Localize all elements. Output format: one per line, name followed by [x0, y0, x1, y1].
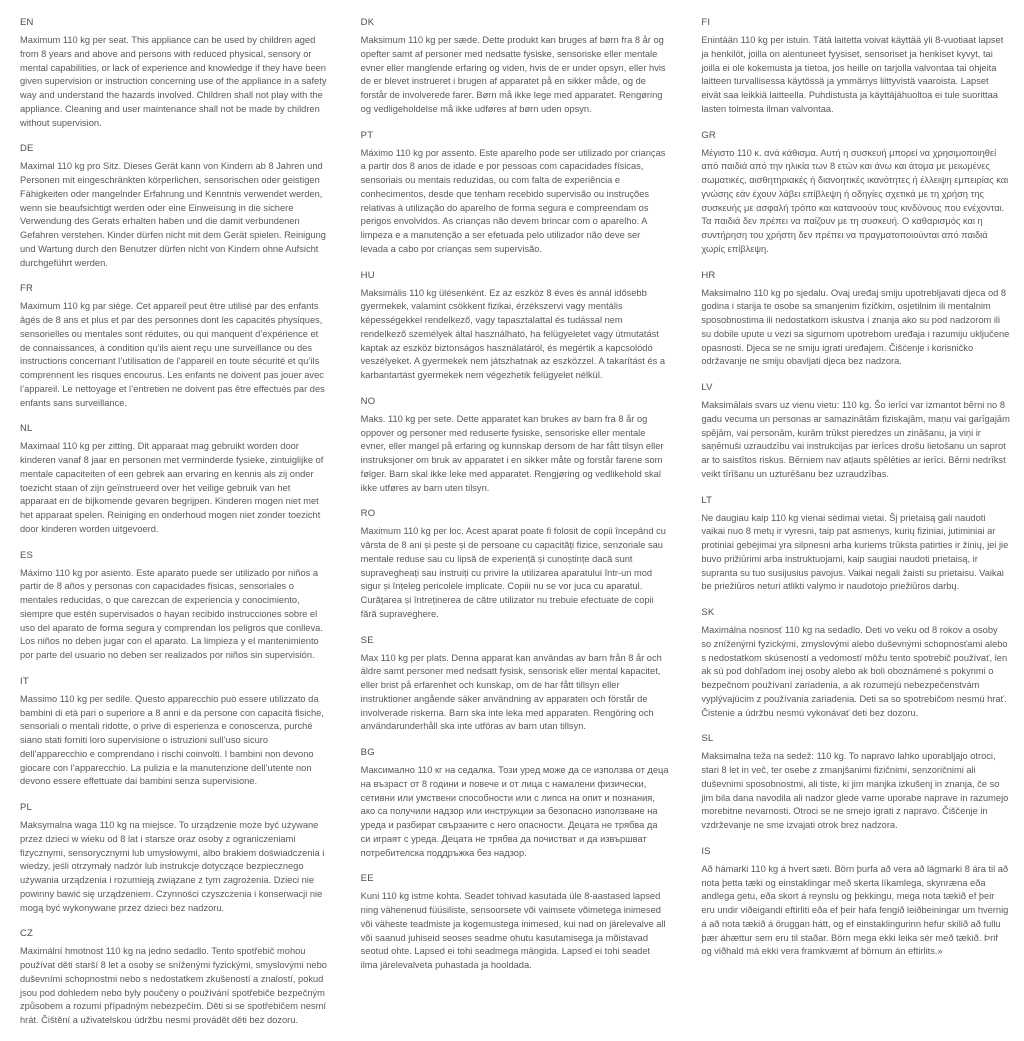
language-label-hr: HR	[701, 269, 716, 281]
language-label-gr: GR	[701, 129, 716, 141]
section-se	[361, 635, 670, 735]
section-gr	[701, 130, 1010, 257]
safety-text-hr: Maksimalno 110 kg po sjedalu. Ovaj uređaj smiju upotrebljavati djeca od 8 godina i starija te osobe sa smanjenim fizičkim, osjetilnim ili mentalnim sposobnostima ili nedostatkom iskustva i znanja ako su pod nadzorom ili su dobile upute u vezi sa sigurnom upotrebom uređaja i razumiju uključene opasnosti. Djeca se ne smiju igrati uređajem. Čišćenje i korisničko održavanje ne smiju obavljati djeca bez nadzora.	[701, 287, 1010, 367]
safety-text-hu: Maksimális 110 kg ülésenként. Ez az eszköz 8 éves és annál idősebb gyermekek, valamint csökkent fizikai, érzékszervi vagy mentális képességekkel rendelkező, vagy tapasztalattal és tudással nem rendelkező személyek által használható, ha felügyeletet vagy útmutatást kaptak az eszköz biztonságos használatáról, és megértik a kapcsolódó veszélyeket. A gyermekek nem játszhatnak az eszközzel. A takarítást és a karbantartást gyermekek nem végezhetik felügyelet nélkül.	[360, 287, 666, 380]
language-label-it: IT	[20, 675, 29, 687]
safety-text-sl: Maksimalna teža na sedež: 110 kg. To napravo lahko uporabljajo otroci, stari 8 let in več, ter osebe z zmanjšanimi fizičnimi, senzoričnimi ali duševnimi sposobnostmi, ali tiste, ki jim manjka izkušenj in znanja, če so jim bila dana navodila ali nadzor glede varne uporabe naprave in razumejo morebitne nevarnosti. Otroci se ne smejo igrati z napravo. Čiščenje in vzdrževanje ne sme izvajati otrok brez nadzora.	[701, 751, 1009, 830]
section-sl	[701, 733, 1010, 833]
safety-text-no: Maks. 110 kg per sete. Dette apparatet kan brukes av barn fra 8 år og oppover og personer med reduserte fysiske, sensoriske eller mentale evner, eller mangel på erfaring og kunnskap dersom de har fått tilsyn eller instruksjoner om bruk av apparatet i en sikker måte og forstår farene som følger. Barn skal ikke leke med apparatet. Rengjøring og vedlikehold skal ikke utføres av barn uten tilsyn.	[360, 413, 664, 493]
safety-text-it: Massimo 110 kg per sedile. Questo apparecchio può essere utilizzato da bambini di età pari o superiore a 8 anni e da persone con capacità fisiche, sensoriali o mentali ridotte, o prive di esperienza e conoscenza, purché siano stati forniti loro supervisione o istruzioni sull’uso sicuro dell’apparecchio e comprendano i rischi coinvolti. I bambini non devono giocare con l’apparecchio. La pulizia e la manutenzione dell’utente non devono essere effettuate dai bambini senza supervisione.	[20, 693, 324, 787]
safety-text-ro: Maximum 110 kg per loc. Acest aparat poate fi folosit de copii începând cu vârsta de 8 ani și peste și de persoane cu capacități fizice, senzoriale sau mentale reduse sau cu lipsă de experiență și cunoștințe dacă sunt supravegheați sau instruiți cu privire la utilizarea aparatului într-un mod sigur și înțeleg pericolele implicate. Copiii nu se vor juca cu aparatul. Curățarea și întreținerea de către utilizator nu trebuie efectuate de copii fără supraveghere.	[360, 526, 666, 619]
section-es	[20, 550, 329, 663]
language-label-cz: CZ	[20, 928, 34, 940]
section-en	[20, 17, 329, 130]
language-label-ro: RO	[360, 508, 376, 520]
section-is	[701, 846, 1010, 959]
safety-text-cz: Maximální hmotnost 110 kg na jedno sedadlo. Tento spotřebič mohou používat děti starší 8 let a osoby se sníženými fyzickými, smyslovými nebo duševními schopnostmi nebo s nedostatkem zkušeností a znalostí, pokud jsou pod dohledem nebo byly poučeny o používání spotřebiče bezpečným způsobem a rozumí případným nebezpečím. Děti si se spotřebičem nesmí hrát. Čištění a uživatelskou údržbu nesmí provádět děti bez dozoru.	[20, 946, 327, 1025]
section-dk	[361, 17, 670, 117]
safety-text-gr: Μέγιστο 110 κ. ανά κάθισμα. Αυτή η συσκευή μπορεί να χρησιμοποιηθεί από παιδιά από την ηλικία των 8 ετών και άνω και άτομα με μειωμένες σωματικές, αισθητηριακές ή διανοητικές ικανότητες ή έλλειψη εμπειρίας και γνώσης εάν έχουν λάβει επίβλεψη ή οδηγίες σχετικά με τη χρήση της συσκευής με ασφαλή τρόπο και κατανοούν τους κινδύνους που ενέχονται. Τα παιδιά δεν πρέπει να παίζουν με τη συσκευή. Ο καθαρισμός και η συντήρηση του χρήστη δεν πρέπει να πραγματοποιούνται από παιδιά χωρίς επίβλεψη.	[701, 147, 1009, 254]
section-hu	[361, 270, 670, 383]
safety-text-ee: Kuni 110 kg istme kohta. Seadet tohivad kasutada üle 8-aastased lapsed ning vähenenud füüsiliste, sensoorsete või vaimsete võimetega inimesed või väheste teadmiste ja kogemustega inimesed, kui nad on järelevalve all või saanud juhiseid seoses seadme ohutu kasutamisega ja mõistavad seotud ohte. Lapsed ei tohi seadmega mängida. Lapsed ei tohi seadet ilma järelevalveta puhastada ja hooldada.	[360, 891, 666, 970]
language-label-de: DE	[20, 143, 34, 155]
language-label-hu: HU	[360, 269, 375, 281]
safety-text-pl: Maksymalna waga 110 kg na miejsce. To urządzenie może być używane przez dzieci w wieku od 8 lat i starsze oraz osoby z ograniczeniami fizycznymi, sensorycznymi lub umysłowymi, albo brakiem doświadczenia i wiedzy, jeśli otrzymały nadzór lub instrukcje dotyczące bezpiecznego używania urządzenia i rozumieją związane z tym zagrożenia. Dzieci nie powinny bawić się urządzeniem. Czynności czyszczenia i konserwacji nie mogą być wykonywane przez dzieci bez nadzoru.	[20, 820, 325, 913]
section-pl	[20, 802, 329, 915]
section-hr	[701, 270, 1010, 370]
language-label-fi: FI	[701, 17, 711, 28]
language-label-nl: NL	[20, 423, 33, 435]
section-pt	[361, 130, 670, 257]
safety-text-lt: Ne daugiau kaip 110 kg vienai sėdimai vietai. Šį prietaisą gali naudoti vaikai nuo 8 metų ir vyresni, taip pat asmenys, kurių fiziniai, jutiminiai ar protiniai gebėjimai yra silpnesni arba kuriems trūksta patirties ir žinių, jei jie buvo prižiūrimi arba instruktuojami, kaip saugiai naudoti prietaisą, ir supranta su tuo susijusius pavojus. Vaikai negali žaisti su prietaisu. Vaikai be priežiūros neturi atlikti valymo ir naudotojo priežiūros darbų.	[701, 512, 1009, 592]
language-label-se: SE	[360, 634, 374, 646]
section-bg	[361, 747, 670, 860]
section-nl	[20, 423, 329, 536]
language-label-fr: FR	[20, 283, 34, 295]
language-label-en: EN	[20, 17, 34, 28]
section-lt	[701, 495, 1010, 595]
safety-text-es: Máximo 110 kg por asiento. Este aparato puede ser utilizado por niños a partir de 8 años y personas con capacidades físicas, sensoriales o mentales reducidas, o que carezcan de experiencia y conocimiento, siempre que estén supervisados o hayan recibido instrucciones sobre el uso del aparato de forma segura y comprendan los peligros que conlleva. Los niños no deben jugar con el aparato. La limpieza y el mantenimiento por parte del usuario no deben ser realizados por niños sin supervisión.	[20, 567, 323, 660]
safety-text-is: Að hámarki 110 kg á hvert sæti. Börn þurfa að vera að lágmarki 8 ára til að nota þetta tæki og einstaklingar með skerta líkamlega, skynræna eða andlega getu, eða skort á reynslu og þekkingu, mega nota tækið ef þeir eru undir viðeigandi eftirliti eða ef þeir hafa fengið leiðbeiningar um hvernig á að nota tækið á öruggan hátt, og ef einstaklingurinn hefur skilið að fullu þær áhættur sem eru til staðar. Börn mega ekki leika sér með tækið. Þrif og viðhald má ekki vera framkvæmt af börnum án eftirlits.»	[701, 863, 1009, 957]
safety-text-dk: Maksimum 110 kg per sæde. Dette produkt kan bruges af børn fra 8 år og opefter samt af personer med nedsatte fysiske, sensoriske eller mentale evner eller manglende erfaring og viden, hvis de er under opsyn, eller hvis de er blevet instrueret i brugen af apparatet på en sikker måde, og de forstår de involverede farer. Børn må ikke lege med apparatet. Rengøring og vedligeholdelse må ikke udføres af børn uden opsyn.	[360, 35, 666, 114]
language-label-pl: PL	[20, 802, 33, 813]
section-cz	[20, 928, 329, 1028]
section-fr	[20, 283, 329, 410]
safety-text-sk: Maximálna nosnosť 110 kg na sedadlo. Deti vo veku od 8 rokov a osoby so zníženými fyzickými, zmyslovými alebo duševnými schopnosťami alebo s nedostatkom skúseností a vedomostí môžu tento spotrebič používať, len ak sú pod dohľadom inej osoby alebo ak boli oboznámené s pokynmi o bezpečnom používaní zariadenia, a ak rozumejú nebezpečenstvám vyplývajúcim z používania zariadenia. Deti sa so spotrebičom nesmú hrať. Čistenie a údržbu nesmú vykonávať deti bez dozoru.	[701, 625, 1008, 718]
section-ro	[361, 508, 670, 621]
safety-text-de: Maximal 110 kg pro Sitz. Dieses Gerät kann von Kindern ab 8 Jahren und Personen mit eingeschränkten körperlichen, sensorischen oder geistigen Fähigkeiten oder mangelnder Erfahrung und Kenntnis verwendet werden, wenn sie beaufsichtigt werden oder eine Einweisung in die sichere Verwendung des Gerats erhalten haben und die damit verbundenen Gefahren verstehen. Kinder dürfen nicht mit dem Gerät spielen. Reinigung und Wartung durch den Benutzer dürfen nicht von Kindern ohne Aufsicht durchgeführt werden.	[20, 161, 326, 268]
language-label-bg: BG	[360, 747, 375, 758]
language-label-is: IS	[701, 845, 711, 857]
language-label-lt: LT	[701, 494, 713, 506]
safety-text-pt: Máximo 110 kg por assento. Este aparelho pode ser utilizado por crianças a partir dos 8 anos de idade e por pessoas com capacidades físicas, sensoriais ou mentais reduzidas, ou com falta de experiência e conhecimentos, desde que tenham recebido supervisão ou instruções relativas à utilização do aparelho de forma segura e compreendam os perigos envolvidos. As crianças não devem brincar com o aparelho. A limpeza e a manutenção a ser efetuada pelo utilizador não deve ser levada a cabo por crianças sem supervisão.	[360, 147, 666, 254]
section-no	[361, 396, 670, 496]
language-label-sl: SL	[701, 733, 714, 745]
safety-text-nl: Maximaal 110 kg per zitting. Dit apparaat mag gebruikt worden door kinderen vanaf 8 jaar en personen met verminderde fysieke, zintuiglijke of mentale capaciteiten of een gebrek aan ervaring en kennis als zij onder toezicht staan of zijn geïnstrueerd over het veilige gebruik van het apparaat en de bijkomende gevaren begrijpen. Kinderen mogen niet met het apparaat spelen. Reiniging en onderhoud mogen niet zonder toezicht door kinderen worden uitgevoerd.	[20, 441, 324, 534]
language-label-ee: EE	[360, 873, 374, 885]
safety-text-se: Max 110 kg per plats. Denna apparat kan användas av barn från 8 år och äldre samt personer med nedsatt fysisk, sensorisk eller mental kapacitet, eller brist på erfarenhet och kunskap, om de har fått tillsyn eller instruktioner angående säker användning av apparaten och förstår de involverade riskerna. Barn ska inte leka med apparaten. Rengöring och användarunderhåll ska inte utföras av barn utan tillsyn.	[360, 652, 662, 732]
safety-text-en: Maximum 110 kg per seat. This appliance can be used by children aged from 8 years and above and persons with reduced physical, sensory or mental capabilities, or lack of experience and knowledge if they have been given supervision or instruction concerning use of the appliance in a safety way and understand the hazards involved. Children shall not play with the appliance. Cleaning and user maintenance shall not be made by children without supervision.	[20, 35, 327, 128]
column-left	[20, 17, 329, 1041]
safety-text-bg: Максимално 110 кг на седалка. Този уред може да се използва от деца на възраст от 8 години и повече и от лица с намалени физически, сетивни или умствени способности или с липса на опит и познания, ако са получили надзор или инструкции за безопасно използване на уреда и разбират свързаните с него опасности. Децата не трябва да си играят с уреда. Децата не трябва да почистват и да извършват потребителска поддръжка без надзор.	[360, 765, 669, 858]
language-label-pt: PT	[360, 129, 374, 141]
section-de	[20, 143, 329, 270]
column-middle	[361, 17, 670, 1041]
section-fi	[701, 17, 1010, 117]
language-label-es: ES	[20, 549, 34, 561]
language-label-lv: LV	[701, 382, 713, 393]
safety-text-fi: Enintään 110 kg per istuin. Tätä laitetta voivat käyttää yli 8-vuotiaat lapset ja henkilöt, joilla on alentuneet fyysiset, sensoriset ja henkiset kyvyt, tai joilla ei ole kokemusta ja tietoa, jos heille on tarjolla valvontaa tai ohjeita laitteen turvallisessa käytössä ja ymmärrys liittyvistä vaaroista. Lapset eivät saa leikkiä laitteella. Puhdistusta ja käyttäjähuoltoa ei tule suorittaa lasten toimesta ilman valvontaa.	[701, 35, 1004, 114]
column-right	[701, 17, 1010, 1041]
safety-text-fr: Maximum 110 kg par siège. Cet appareil peut être utilisé par des enfants âgés de 8 ans et plus et par des personnes dont les capacités physiques, sensorielles ou mentales sont réduites, ou qui manquent d’expérience et de connaissances, à condition qu’ils aient reçu une surveillance ou des instructions concernant l’utilisation de l’appareil en toute sécurité et qu’ils comprennent les risques encourus. Les enfants ne doivent pas jouer avec l’appareil. Le nettoyage et l’entretien ne doivent pas être effectués par des enfants sans surveillance.	[20, 301, 325, 408]
section-ee	[361, 873, 670, 973]
language-label-sk: SK	[701, 607, 715, 618]
section-it	[20, 676, 329, 789]
language-label-dk: DK	[360, 17, 375, 28]
safety-text-lv: Maksimālais svars uz vienu vietu: 110 kg. Šo ierīci var izmantot bērni no 8 gadu vecuma un personas ar samazinātām fiziskajām, maņu vai garīgajām spējām, vai personām, kurām trūkst pieredzes un zināšanu, ja viņi ir saņēmuši uzraudzību vai instrukcijas par ierīces drošu lietošanu un saprot ar to saistītos riskus. Bērniem nav atļauts spēlēties ar ierīci. Bērni nedrīkst veikt tīrīšanu un uzturēšanu bez uzraudzības.	[701, 400, 1010, 479]
language-label-no: NO	[360, 395, 376, 407]
section-sk	[701, 607, 1010, 720]
section-lv	[701, 382, 1010, 482]
